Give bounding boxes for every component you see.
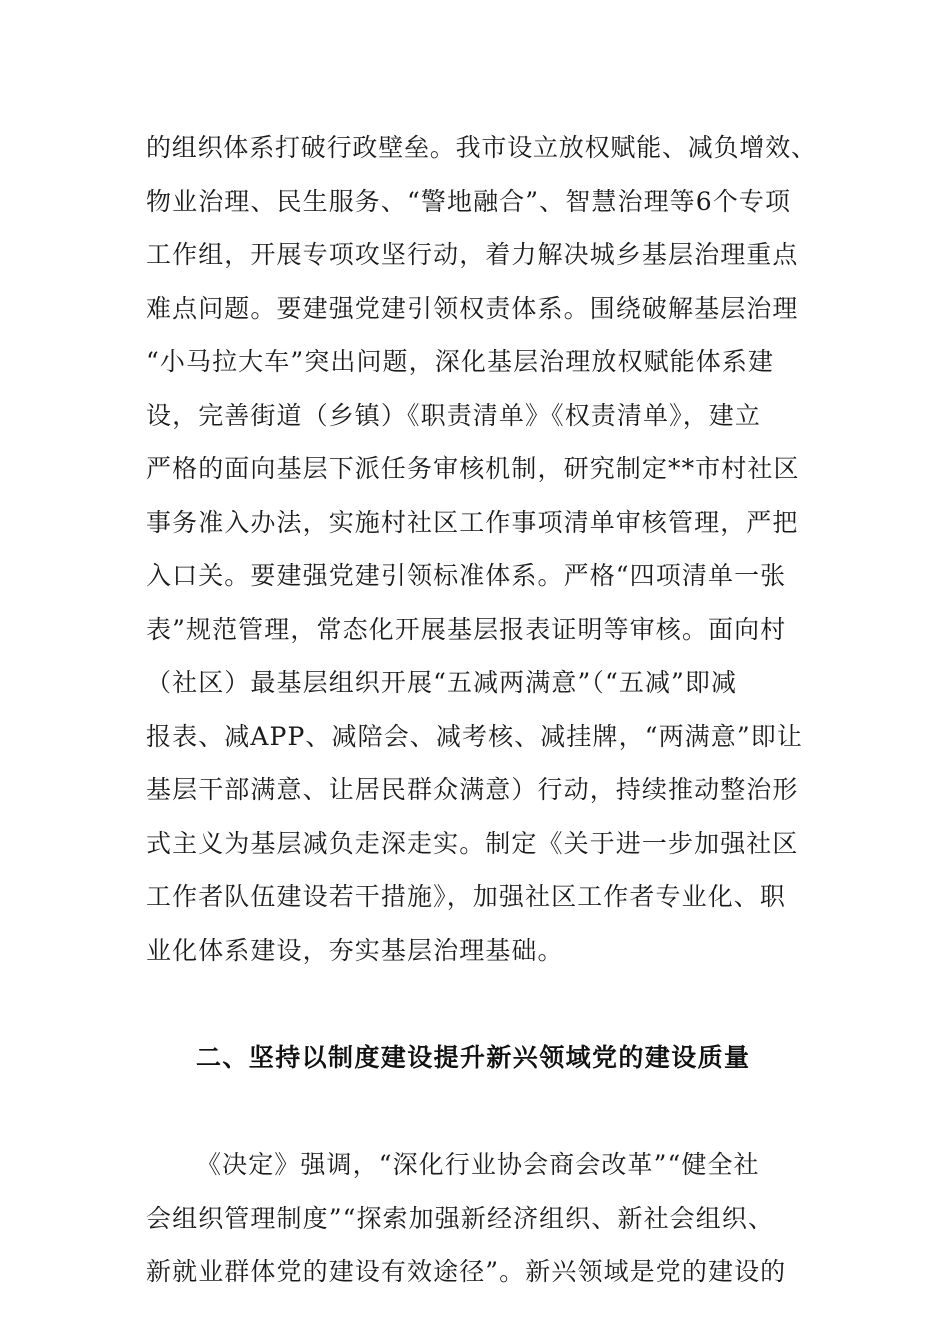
paragraph-line: 式主义为基层减负走深走实。制定《关于进一步加强社区: [146, 829, 799, 858]
paragraph-line: 工作者队伍建设若干措施》，加强社区工作者专业化、职: [146, 882, 787, 911]
paragraph-line: “小马拉大车”突出问题，深化基层治理放权赋能体系建: [146, 347, 775, 376]
paragraph-line: 表”规范管理，常态化开展基层报表证明等审核。面向村: [146, 615, 787, 644]
paragraph-line: 事务准入办法，实施村社区工作事项清单审核管理，严把: [146, 508, 799, 537]
paragraph-line: 难点问题。要建强党建引领权责体系。围绕破解基层治理: [146, 294, 799, 323]
paragraph-line: 的组织体系打破行政壁垒。我市设立放权赋能、减负增效、: [146, 133, 817, 162]
paragraph-line: 报表、减APP、减陪会、减考核、减挂牌，“两满意”即让: [146, 722, 803, 751]
paragraph-line: 设，完善街道（乡镇）《职责清单》《权责清单》，建立: [146, 401, 762, 430]
paragraph-line: 会组织管理制度”“探索加强新经济组织、新社会组织、: [146, 1204, 775, 1233]
paragraph-line: 严格的面向基层下派任务审核机制，研究制定**市村社区: [146, 454, 800, 483]
section-heading: 二、坚持以制度建设提升新兴领域党的建设质量: [196, 1043, 751, 1072]
paragraph-line: 业化体系建设，夯实基层治理基础。: [146, 936, 564, 965]
paragraph-line: 入口关。要建强党建引领标准体系。严格“四项清单一张: [146, 561, 787, 590]
paragraph-line: 《决定》强调，“深化行业协会商会改革”“健全社: [196, 1150, 760, 1179]
paragraph-line: （社区）最基层组织开展“五减两满意”（“五减”即减: [146, 668, 738, 697]
paragraph-line: 工作组，开展专项攻坚行动，着力解决城乡基层治理重点: [146, 240, 799, 269]
paragraph-line: 新就业群体党的建设有效途径”。新兴领域是党的建设的: [146, 1257, 787, 1286]
paragraph-line: 物业治理、民生服务、“警地融合”、智慧治理等6个专项: [146, 187, 792, 216]
paragraph-line: 基层干部满意、让居民群众满意）行动，持续推动整治形: [146, 775, 799, 804]
